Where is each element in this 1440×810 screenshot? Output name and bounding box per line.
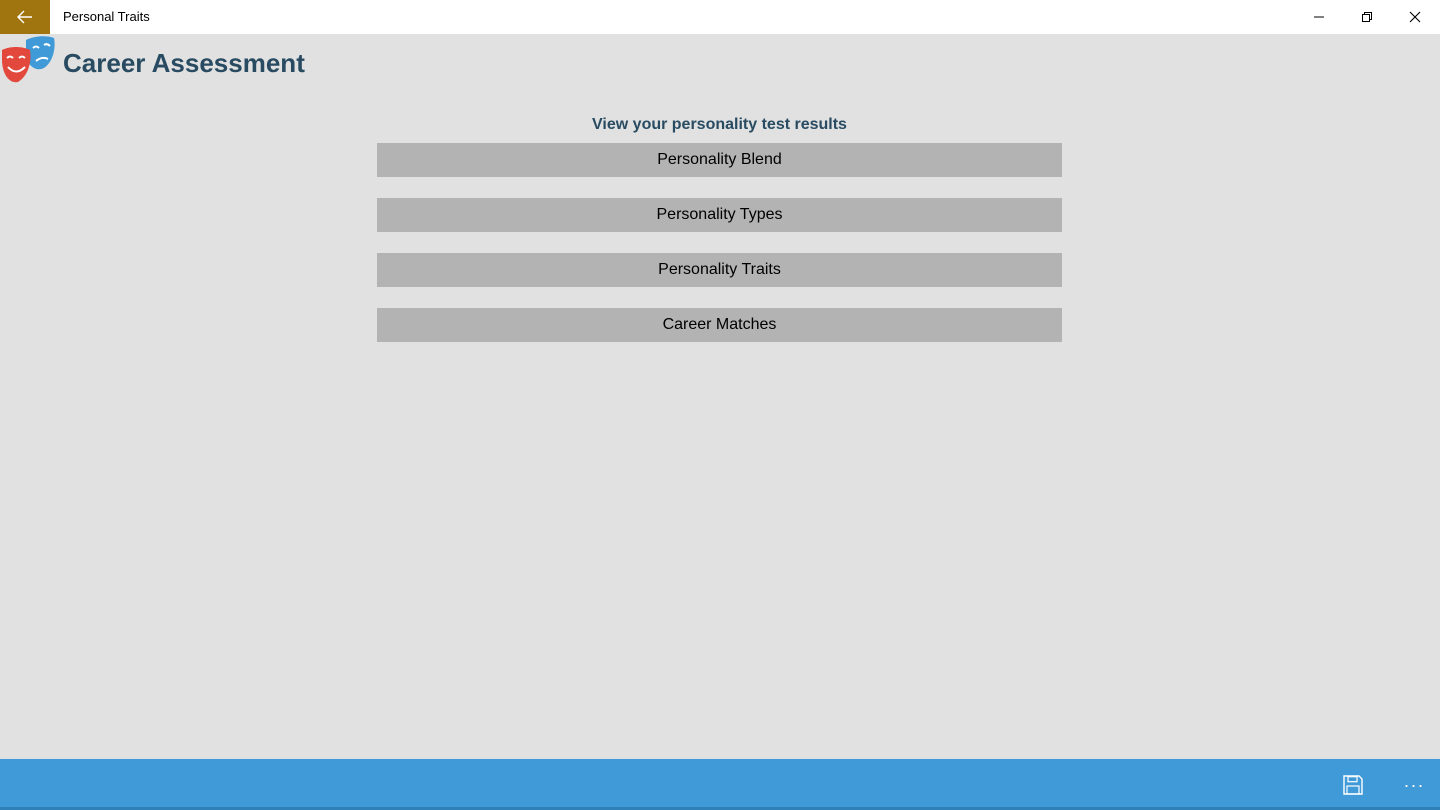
close-icon — [1409, 11, 1421, 23]
save-button[interactable] — [1331, 763, 1375, 807]
personality-traits-button[interactable]: Personality Traits — [377, 253, 1062, 287]
section-subtitle: View your personality test results — [592, 116, 847, 133]
save-icon — [1342, 774, 1364, 796]
minimize-icon — [1313, 11, 1325, 23]
back-arrow-icon — [17, 10, 33, 24]
title-bar — [0, 0, 1440, 34]
window-title: Personal Traits — [63, 9, 150, 24]
career-matches-button[interactable]: Career Matches — [377, 308, 1062, 342]
bottom-app-bar — [0, 759, 1440, 810]
restore-icon — [1361, 11, 1373, 23]
minimize-button[interactable] — [1295, 0, 1343, 34]
personality-types-button[interactable]: Personality Types — [377, 198, 1062, 232]
page-title: Career Assessment — [63, 48, 305, 78]
personality-blend-button[interactable]: Personality Blend — [377, 143, 1062, 177]
back-button[interactable] — [0, 0, 50, 34]
more-options-button[interactable]: ··· — [1403, 774, 1425, 795]
close-button[interactable] — [1391, 0, 1439, 34]
logo — [0, 34, 58, 88]
app-header — [0, 34, 600, 90]
theater-masks-icon — [0, 34, 58, 88]
maximize-button[interactable] — [1343, 0, 1391, 34]
